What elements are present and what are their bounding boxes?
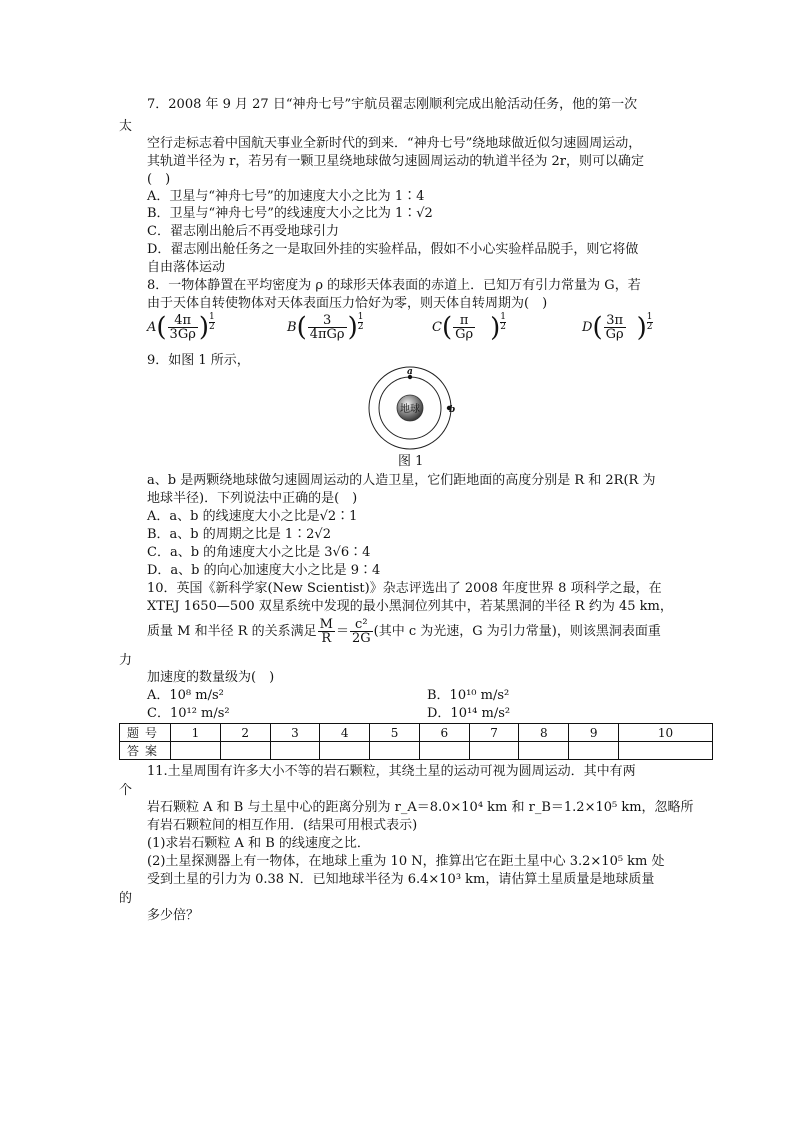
q8-option-a-num: 4π (168, 314, 198, 328)
q11-wrap-1: 个 (119, 783, 133, 798)
answer-table-number: 9 (569, 724, 619, 742)
q11-wrap-2: 的 (119, 891, 133, 906)
q11-line-1: 11.土星周围有许多大小不等的岩石颗粒，其绕土星的运动可视为圆周运动．其中有两 (147, 764, 636, 779)
q11-line-3: 有岩石颗粒间的相互作用．(结果可用根式表示) (147, 818, 418, 833)
answer-cell[interactable] (220, 742, 270, 760)
q8-option-c-letter: C (432, 320, 442, 335)
q7-option-c: C．翟志刚出舱后不再受地球引力 (147, 224, 339, 239)
answer-table (119, 723, 713, 760)
answer-table-answer-label: 答案 (120, 742, 171, 760)
q8-option-d-num: 3π (604, 314, 626, 328)
satellite-a-label: a (407, 367, 413, 377)
q10-line-3-pre: 质量 M 和半径 R 的关系满足 (147, 624, 317, 639)
answer-table-number: 7 (469, 724, 519, 742)
q10-option-a: A．10⁸ m/s² (147, 688, 224, 703)
q7-wrap-1: 太 (119, 119, 133, 134)
q7-option-a: A．卫星与“神舟七号”的加速度大小之比为 1∶4 (147, 189, 425, 204)
q9-option-a: A．a、b 的线速度大小之比是√2∶1 (147, 509, 358, 524)
answer-cell[interactable] (419, 742, 469, 760)
q8-option-d-letter: D (582, 320, 593, 335)
q10-line-1: 10．英国《新科学家(New Scientist)》杂志评选出了 2008 年度世界 8 项科学之最，在 (147, 581, 662, 596)
answer-table-number: 4 (320, 724, 370, 742)
q8-option-a: A( $\frac{4\pi}{3G\rho}$ ) $\frac{1}{2}$ (147, 312, 215, 343)
q9-option-b: B．a、b 的周期之比是 1∶2√2 (147, 527, 331, 542)
q10-line-2: XTEJ 1650—500 双星系统中发现的最小黑洞位列其中，若某黑洞的半径 R 约为 45 km， (147, 599, 673, 614)
answer-table-number: 10 (619, 724, 713, 742)
q8-option-c: C( $\frac{\pi}{G\rho}$ ) $\frac{1}{2}$ (432, 312, 507, 343)
q10-frac-1-den: R (321, 631, 332, 646)
q10-line-3 (147, 618, 661, 646)
q8-option-c-den: Gρ (455, 327, 474, 342)
answer-cell[interactable] (619, 742, 713, 760)
q10-frac-1-num: M (319, 617, 333, 632)
answer-cell[interactable] (469, 742, 519, 760)
q10-frac-2-num: c² (350, 618, 373, 632)
answer-cell[interactable] (569, 742, 619, 760)
satellite-b-label: b (449, 405, 455, 415)
q7-option-d-line-1: D．翟志刚出舱任务之一是取回外挂的实验样品，假如不小心实验样品脱手，则它将做 (147, 242, 639, 257)
q7-line-4: ( ) (147, 172, 171, 187)
q8-option-c-num: π (453, 314, 475, 328)
answer-table-number: 8 (519, 724, 569, 742)
q11-sub-2-line-2: 受到土星的引力为 0.38 N．已知地球半径为 6.4×10³ km，请估算土星质量是地球质量 (147, 872, 655, 887)
q8-option-b-den: 4πGρ (309, 327, 345, 342)
q8-option-d-den: Gρ (605, 327, 624, 342)
q10-option-d: D．10¹⁴ m/s² (427, 706, 511, 721)
q9-line-2: a、b 是两颗绕地球做匀速圆周运动的人造卫星，它们距地面的高度分别是 R 和 2R(R 为 (147, 473, 656, 488)
q10-frac-2-den: 2G (351, 631, 371, 646)
q7-line-3: 其轨道半径为 r，若另有一颗卫星绕地球做匀速圆周运动的轨道半径为 2r，则可以确定 (147, 154, 644, 169)
q9-option-d: D．a、b 的向心加速度大小之比是 9∶4 (147, 563, 381, 578)
answer-cell[interactable] (519, 742, 569, 760)
q9-line-1: 9．如图 1 所示， (147, 353, 250, 368)
figure-caption: 图 1 (398, 454, 424, 469)
answer-table-answer-row (120, 742, 713, 760)
q10-option-b: B．10¹⁰ m/s² (427, 688, 510, 703)
q10-wrap: 力 (119, 653, 133, 668)
q11-sub-1: (1)求岩石颗粒 A 和 B 的线速度之比． (147, 836, 370, 851)
q8-option-a-den: 3Gρ (169, 327, 196, 342)
answer-cell[interactable] (320, 742, 370, 760)
q8-option-d: D( $\frac{3\pi}{G\rho}$ ) $\frac{1}{2}$ (582, 312, 653, 343)
q8-line-2: 由于天体自转使物体对天体表面压力恰好为零，则天体自转周期为( ) (147, 296, 548, 311)
q7-line-2: 空行走标志着中国航天事业全新时代的到来．“神舟七号”绕地球做近似匀速圆周运动， (147, 136, 642, 151)
answer-table-number: 6 (419, 724, 469, 742)
q10-option-c: C．10¹² m/s² (147, 706, 230, 721)
q8-option-b: B( $\frac{3}{\text{4πGρ}}$ ) $\frac{1}{2}$ (287, 312, 364, 343)
q11-sub-2-line-3: 多少倍？ (147, 908, 200, 923)
answer-table-number: 2 (220, 724, 270, 742)
q10-equals: ＝ (335, 624, 349, 639)
answer-cell[interactable] (171, 742, 221, 760)
q7-option-b: B．卫星与“神舟七号”的线速度大小之比为 1∶√2 (147, 206, 433, 221)
q9-line-3: 地球半径)．下列说法中正确的是( ) (147, 491, 358, 506)
q7-line-1: 7．2008 年 9 月 27 日“神舟七号”宇航员翟志刚顺利完成出舱活动任务，他的第一次 (147, 97, 638, 112)
earth-label: 地球 (400, 404, 420, 415)
q8-option-b-letter: B (287, 320, 297, 335)
q11-sub-2-line-1: (2)土星探测器上有一物体，在地球上重为 10 N，推算出它在距土星中心 3.2×10⁵ km 处 (147, 854, 665, 869)
answer-cell[interactable] (270, 742, 320, 760)
q8-option-b-num: 3 (308, 314, 347, 328)
answer-table-number: 3 (270, 724, 320, 742)
answer-table-header-label: 题号 (120, 724, 171, 742)
answer-table-header-row (120, 724, 713, 742)
answer-cell[interactable] (370, 742, 420, 760)
q10-line-4: 加速度的数量级为( ) (147, 670, 275, 685)
q11-line-2: 岩石颗粒 A 和 B 与土星中心的距离分别为 r_A＝8.0×10⁴ km 和 r_B＝1.2×10⁵ km，忽略所 (147, 800, 694, 815)
q7-option-d-line-2: 自由落体运动 (147, 260, 226, 275)
orbit-diagram (365, 366, 455, 452)
q9-option-c: C．a、b 的角速度大小之比是 3√6∶4 (147, 545, 371, 560)
q10-line-3-post: (其中 c 为光速，G 为引力常量)，则该黑洞表面重 (373, 624, 661, 639)
answer-table-number: 1 (171, 724, 221, 742)
answer-table-number: 5 (370, 724, 420, 742)
q8-line-1: 8．一物体静置在平均密度为 ρ 的球形天体表面的赤道上．已知万有引力常量为 G，若 (147, 278, 641, 293)
q8-option-a-letter: A (147, 320, 157, 335)
